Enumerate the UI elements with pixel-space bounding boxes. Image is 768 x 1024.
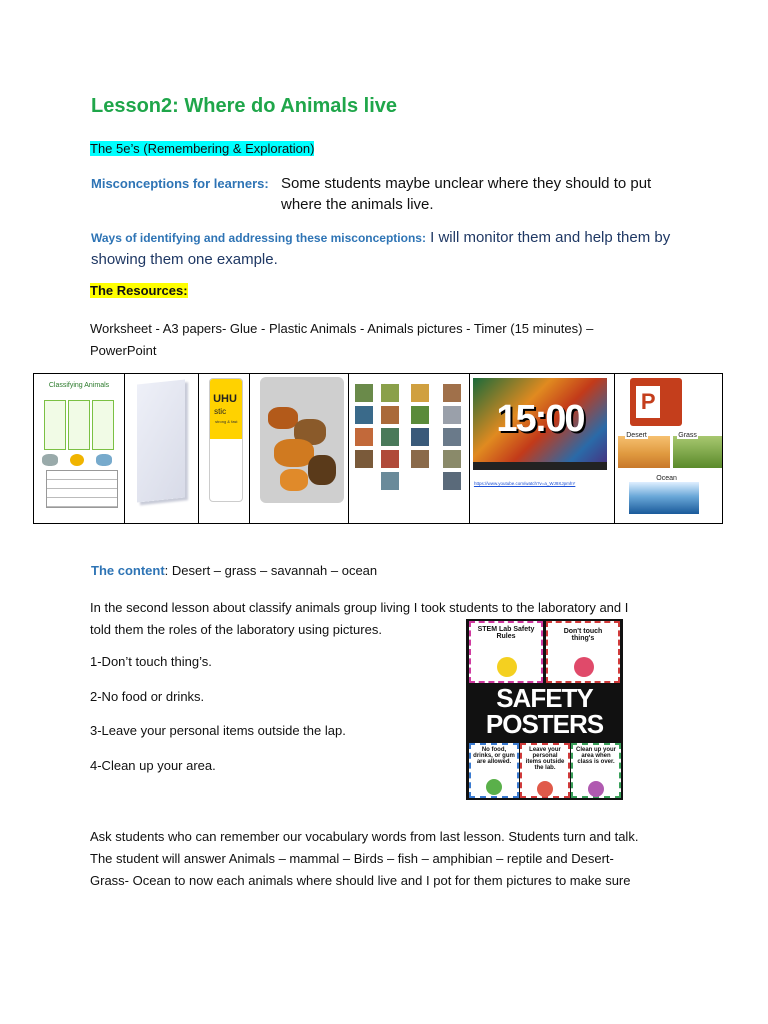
rule-3: 3-Leave your personal items outside the lap. <box>90 723 346 738</box>
paragraph-2: Ask students who can remember our vocabulary words from last lesson. Students turn and talk. The student will answer Animals – mammal – Birds – fish – amphibian – reptile and Desert- Grass- Ocean to now each animals where should live and I pot for them pictures to make sure <box>90 829 639 888</box>
plastic-animals-cell <box>250 374 350 523</box>
grass-image <box>673 436 722 468</box>
five-e-label: The 5e’s (Remembering & Exploration) <box>90 141 315 156</box>
misconceptions-text: Some students maybe unclear where they should to put where the animals live. <box>281 175 652 213</box>
rule-1: 1-Don’t touch thing’s. <box>90 654 212 669</box>
poster-title: SAFETY POSTERS <box>485 683 604 739</box>
worksheet-image: Classifying Animals <box>38 382 120 502</box>
safety-poster-image <box>466 619 623 800</box>
poster-tile-clean: Clean up your area when class is over. <box>571 743 621 798</box>
ways-text: I will monitor them and help them by <box>425 229 671 246</box>
rule-4: 4-Clean up your area. <box>90 758 216 773</box>
poster-tile-food: No food, drinks, or gum are allowed. <box>469 743 519 798</box>
powerpoint-cell: P Desert Grass Ocean <box>615 374 722 523</box>
resources-list: Worksheet - A3 papers- Glue - Plastic Animals - Animals pictures - Timer (15 minutes) – PowerPoint <box>90 321 594 358</box>
content-text: : Desert – grass – savannah – ocean <box>164 563 378 578</box>
ways-label: Ways of identifying and addressing these misconceptions: <box>91 231 426 245</box>
worksheet-cell <box>34 374 125 523</box>
timer-link[interactable]: https://www.youtube.com/watch?v=a_WJ9XJpmhY <box>473 481 576 486</box>
animal-pictures-image <box>351 380 465 500</box>
plastic-animals-image <box>260 377 344 503</box>
ocean-image <box>629 482 699 514</box>
powerpoint-icon: P <box>630 378 682 426</box>
resources-table <box>33 373 723 524</box>
timer-video-image: 15:00 <box>473 378 607 470</box>
fish-icon <box>70 454 84 466</box>
elephant-icon <box>42 454 58 466</box>
glue-cell <box>199 374 249 523</box>
content-label: The content <box>91 563 165 578</box>
animal-icon <box>96 454 112 466</box>
paragraph-1: In the second lesson about classify animals group living I took students to the laboratory and I told them the roles of the laboratory using pictures. <box>90 600 629 637</box>
resources-heading: The Resources: <box>90 283 188 298</box>
animal-pictures-cell <box>349 374 470 523</box>
lesson-title: Lesson2: Where do Animals live <box>91 95 398 117</box>
misconceptions-label: Misconceptions for learners: <box>91 176 269 191</box>
rule-2: 2-No food or drinks. <box>90 689 205 704</box>
paper-cell <box>125 374 199 523</box>
paper-stack-image <box>137 379 185 502</box>
timer-cell <box>470 374 615 523</box>
five-e-heading <box>90 141 314 156</box>
content-line <box>91 563 377 578</box>
poster-tile-items: Leave your personal items outside the lab. <box>520 743 570 798</box>
poster-tile-rules: STEM Lab Safety Rules <box>469 621 543 683</box>
glue-stick-image: UHU stic strong & fast <box>209 378 243 502</box>
desert-image <box>618 436 670 468</box>
poster-tile-dont-touch: Don't touch thing's <box>546 621 620 683</box>
ways-section: Ways of identifying and addressing these misconceptions: I will monitor them and help them by showing them one example. <box>91 229 671 268</box>
